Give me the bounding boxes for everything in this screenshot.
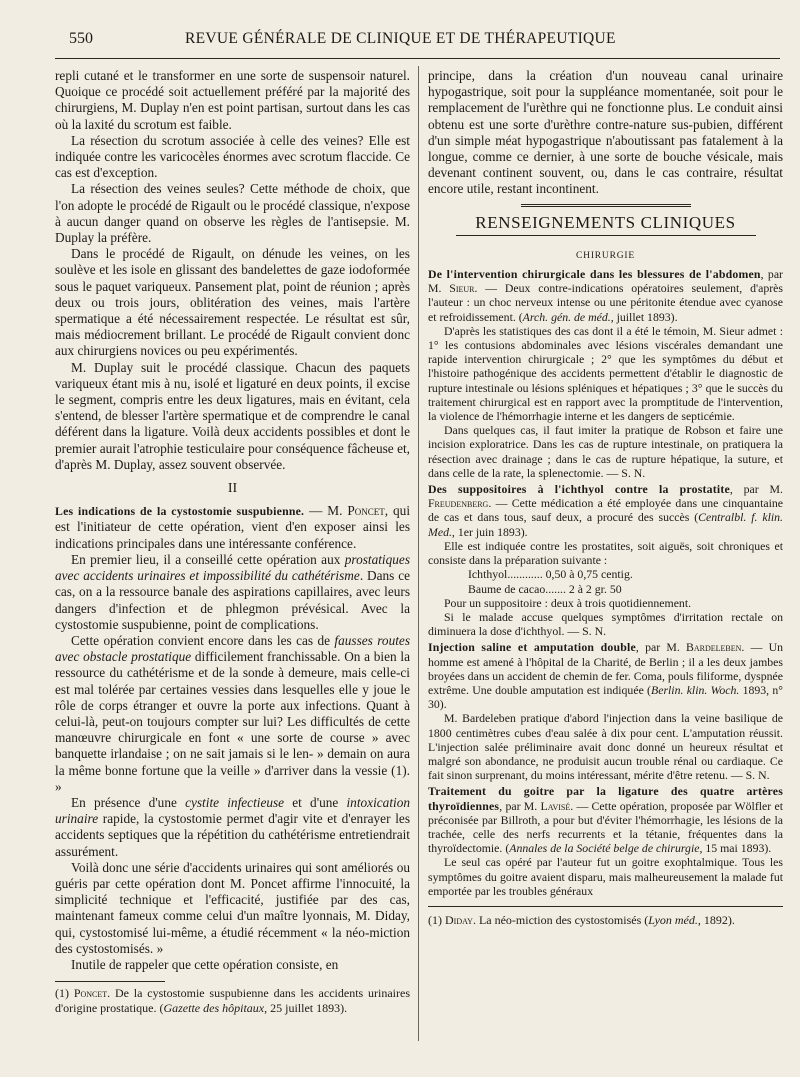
paragraph: Dans le procédé de Rigault, on dénude les veines, on les soulève et les isole en glissant des bandelettes de gaze iodoformée sous le paquet variqueux. Pansement plat, point de réunion ; après deux ou trois jours, oblitération des veines, mais l'artère spermatique a été nécessairement respectée. Le résultat est sûr, mais médiocrement brillant. Le procédé de Rigault convient donc aux chirurgiens novices ou peu expérimentés.: [55, 246, 410, 359]
text-run: (1): [428, 912, 445, 927]
prescription-line: Baume de cacao....... 2 à 2 gr. 50: [468, 581, 622, 596]
text-run: . Dans ce cas, on a la ressource banale des aspirations capillaires, avec leurs dangers d'infection et de phlegmon prévésical. Avec la cystostomie suspubienne, point de complications.: [55, 568, 410, 632]
author-name: Diday: [445, 912, 473, 927]
footnote-rule: [428, 906, 783, 907]
paragraph: [428, 640, 783, 711]
subsection-title: CHIRURGIE: [576, 250, 635, 261]
paragraph: [428, 784, 783, 855]
emphasis: fausses routes avec obstacle prostatique: [55, 632, 410, 665]
emphasis: Annales de la Société belge de chirurgie: [509, 841, 700, 856]
author-name: Lavisé: [540, 798, 571, 813]
paragraph: [55, 633, 410, 795]
paragraph: Dans quelques cas, il faut imiter la pratique de Robson et faire une incision exploratrice. Dans les cas de rupture intestinale, on pratiquera la résection avec drainage ; dans le cas de rupture hépatique, la suture, et dans celle de la rate, la splenectomie. — S. N.: [428, 423, 783, 480]
text-run: , 15 mai 1893).: [699, 841, 772, 856]
author-name: Sieur: [449, 281, 475, 296]
footnote: [428, 913, 783, 928]
emphasis: Lyon méd.: [648, 912, 698, 927]
text-run: difficilement franchissable. On a bien la ressource du cathétérisme et de la sonde à demeure, mais celle-ci est mal tolérée par certaines vessies dans lesquelles elle y joue le rôle de corps étranger et ouvre la porte aux infections. Quant à celui-là, peut-on toujours compter sur lui? Les difficultés de cette manœuvre chirurgicale en font « une sorte de course » avec banquette irlandaise ; on ne sait jamais si le len- » demain on aura la même bonne fortune que la veille » d'arriver dans la vessie (1). »: [55, 649, 410, 794]
paragraph: [55, 795, 410, 860]
footnote: [55, 986, 410, 1015]
emphasis: intoxication urinaire: [55, 794, 411, 827]
paragraph: [55, 552, 410, 633]
article: [428, 784, 783, 898]
footnote-rule: [55, 981, 165, 982]
text-run: — M.: [304, 503, 348, 519]
text-run: . — Deux contre-indications opératoires seulement, d'après l'auteur : un choc nerveux intense ou une péritonite étendue avec cyanose et refroidissement. (: [428, 281, 783, 324]
emphasis: prostatiques avec accidents urinaires et impossibilité du cathétérisme: [55, 551, 410, 584]
text-run: , par M.: [729, 482, 783, 497]
text-run: , par M.: [635, 640, 686, 655]
text-run: (1): [55, 986, 74, 1001]
paragraph: Le seul cas opéré par l'auteur fut un goitre exophtalmique. Tous les symptômes du goitre avaient disparu, mais malheureusement la malade fut emportée par les troubles généraux: [428, 855, 783, 898]
running-title: REVUE GÉNÉRALE DE CLINIQUE ET DE THÉRAPEUTIQUE: [185, 30, 616, 47]
text-run: et d'une: [284, 794, 347, 810]
paragraph: Pour un suppositoire : deux à trois quotidiennement.: [444, 595, 692, 610]
text-run: 1893, n° 30).: [428, 682, 784, 712]
article: [428, 482, 783, 638]
article: [428, 640, 783, 782]
right-column: [428, 68, 783, 927]
article: [428, 267, 783, 480]
text-run: . — Cette opération, proposée par Wölfler et préconisée par Billroth, a pour but d'éviter l'hémorrhagie, les lésions de la trachée, celle des nerfs recurrents et la tétanie, fréquentes dans la thyroïdectomie. (: [428, 798, 783, 856]
text-run: , par M.: [499, 798, 541, 813]
paragraph: [55, 503, 410, 552]
page-number: 550: [69, 30, 93, 47]
author-name: Freudenberg: [428, 496, 489, 511]
emphasis: cystite infectieuse: [185, 794, 285, 810]
paragraph: La résection des veines seules? Cette méthode de choix, que l'on adopte le procédé de Rigault ou le procédé classique, n'expose à aucun danger quand on observe les règles de l'antisepsie. M. Duplay la préfère.: [55, 181, 410, 246]
text-run: Cette opération convient encore dans les cas de: [71, 632, 335, 648]
running-header: [55, 28, 780, 58]
text-run: rapide, la cystostomie permet d'agir vite et d'enrayer les accidents septiques que la répétition du cathétérisme entretiendrait assurément.: [55, 811, 410, 859]
text-run: En premier lieu, il a conseillé cette opération aux: [71, 551, 345, 567]
text-run: . — Cette médication a été employée dans une cinquantaine de cas et dans tous, sauf deux, a procuré des succès (: [428, 496, 783, 525]
header-rule: [55, 58, 780, 59]
text-run: , par M.: [428, 267, 783, 296]
column-divider: [418, 66, 419, 1041]
article-heading: De l'intervention chirurgicale dans les blessures de l'abdomen: [428, 267, 761, 282]
section-ornament: [521, 204, 691, 207]
text-run: . — Un homme est amené à l'hôpital de la Charité, de Berlin ; il a les deux jambes broyées dans un accident de chemin de fer. Coma, pouls filiforme, dyspnée extrême. Une double amputation est indiquée (: [428, 640, 784, 697]
text-run: En présence d'une: [71, 794, 186, 810]
paragraph: M. Duplay suit le procédé classique. Chacun des paquets variqueux étant mis à nu, isolé et ligaturé en deux points, il excise le segment, compris entre les deux ligatures, mais en évitant, cela s'entend, de blesser l'artère spermatique et de comprendre le canal déférent dans la ligature. Voilà deux accidents possibles et dont le premier aurait l'atrophie testiculaire pour conséquence fâcheuse et, d'après M. Duplay, assez souvent observée.: [55, 359, 410, 472]
emphasis: Arch. gén. de méd.: [522, 309, 611, 324]
emphasis: Centralbl. f. klin. Med.: [428, 510, 783, 539]
paragraph: La résection du scrotum associée à celle des veines? Elle est indiquée contre les varicocèles énormes avec scrotum flaccide. Ce cas est d'exception.: [55, 132, 410, 181]
article-heading: Injection saline et amputation double: [428, 640, 636, 655]
text-run: , juillet 1893).: [610, 309, 678, 324]
paragraph: Inutile de rappeler que cette opération consiste, en: [71, 956, 339, 972]
section-title: RENSEIGNEMENTS CLINIQUES: [475, 212, 736, 232]
article-heading: Traitement du goitre par la ligature des quatre artères thyroïdiennes: [428, 784, 783, 813]
paragraph: Si le malade accuse quelques symptômes d'irritation rectale on diminuera la dose d'ichthyol. — S. N.: [428, 609, 783, 639]
text-run: . De la cystostomie suspubienne dans les accidents urinaires d'origine prostatique. (: [55, 986, 410, 1015]
emphasis: Berlin. klin. Woch.: [651, 682, 740, 697]
paragraph: Elle est indiquée contre les prostatites, soit aiguës, soit chroniques et consiste dans la préparation suivante :: [428, 538, 783, 568]
paragraph: principe, dans la création d'un nouveau canal urinaire hypogastrique, soit pour la suppléance momentanée, soit pour le remplacement de l'urèthre qui ne fonctionne plus. Le conduit ainsi obtenu est une sorte d'urèthre contre-nature sus-pubien, différent d'un simple méat hypogastrique n'aboutissant pas fatalement à la longue, comme ce dernier, à une sorte de bouche vésicale, mais devenant continent souvent, ou, dans le cas contraire, résultat encore utile, restant incontinent.: [428, 68, 783, 197]
text-run: , 1892).: [697, 912, 735, 927]
left-column: [55, 68, 410, 1015]
paragraph: D'après les statistiques des cas dont il a été le témoin, M. Sieur admet : 1° les contusions abdominales avec lésions viscérales demandant une rapide intervention chirurgicale ; 2° que les symptômes du début et l'histoire pathogénique des accidents permettent d'établir le diagnostic de rupture intestinale ou lésions spléniques et hépatiques ; 3° que le succès du traitement chirurgical est en rapport avec la promptitude de l'intervention, la violence de l'hémorrhagie interne et les dangers de septicémie.: [428, 323, 783, 424]
section-number: II: [227, 481, 238, 497]
prescription-line: Ichthyol............ 0,50 à 0,75 centig.: [468, 567, 633, 582]
paragraph: [428, 482, 783, 539]
text-run: , qui est l'initiateur de cette opération, vient d'en exposer ainsi les indications principales dans une intéressante conférence.: [55, 503, 411, 551]
author-name: Poncet: [347, 503, 385, 519]
author-name: Poncet: [73, 986, 108, 1001]
paragraph: repli cutané et le transformer en une sorte de suspensoir naturel. Quoique ce procédé soit actuellement préféré par la majorité des chirurgiens, M. Duplay n'en est point partisan, surtout dans les cas où la laxité du scrotum est faible.: [55, 68, 410, 132]
text-run: . La néo-miction des cystostomisés (: [472, 912, 649, 927]
emphasis: Gazette des hôpitaux: [163, 1000, 265, 1015]
article-heading: Les indications de la cystostomie suspubienne.: [55, 504, 305, 519]
paragraph: Voilà donc une série d'accidents urinaires qui sont améliorés ou guéris par cette opération dont M. Poncet affirme l'innocuité, la simplicité technique et l'efficacité, justifiée par des cas, maintenant fameux comme celui d'un maître lyonnais, M. Diday, qui, cystostomisé lui-même, a étudié récemment « la néo-miction des cystostomisés. »: [55, 859, 410, 956]
author-name: Bardeleben: [686, 640, 742, 655]
paragraph: [428, 267, 783, 324]
article-heading: Des suppositoires à l'ichthyol contre la prostatite: [428, 482, 730, 497]
section-title-rule: [456, 235, 756, 236]
paragraph: M. Bardeleben pratique d'abord l'injection dans la veine basilique de 1800 centimètres cubes d'eau salée à dix pour cent. L'amputation réussit. L'injection salée préliminaire avait donc donné un heureux résultat et malgré son abondance, ne produisit aucun trouble rénal ou cardiaque. Ce fait sinon surprenant, du moins intéressant, mérite d'être retenu. — S. N.: [428, 711, 783, 783]
text-run: , 1er juin 1893).: [451, 524, 528, 539]
text-run: , 25 juillet 1893).: [264, 1000, 348, 1015]
